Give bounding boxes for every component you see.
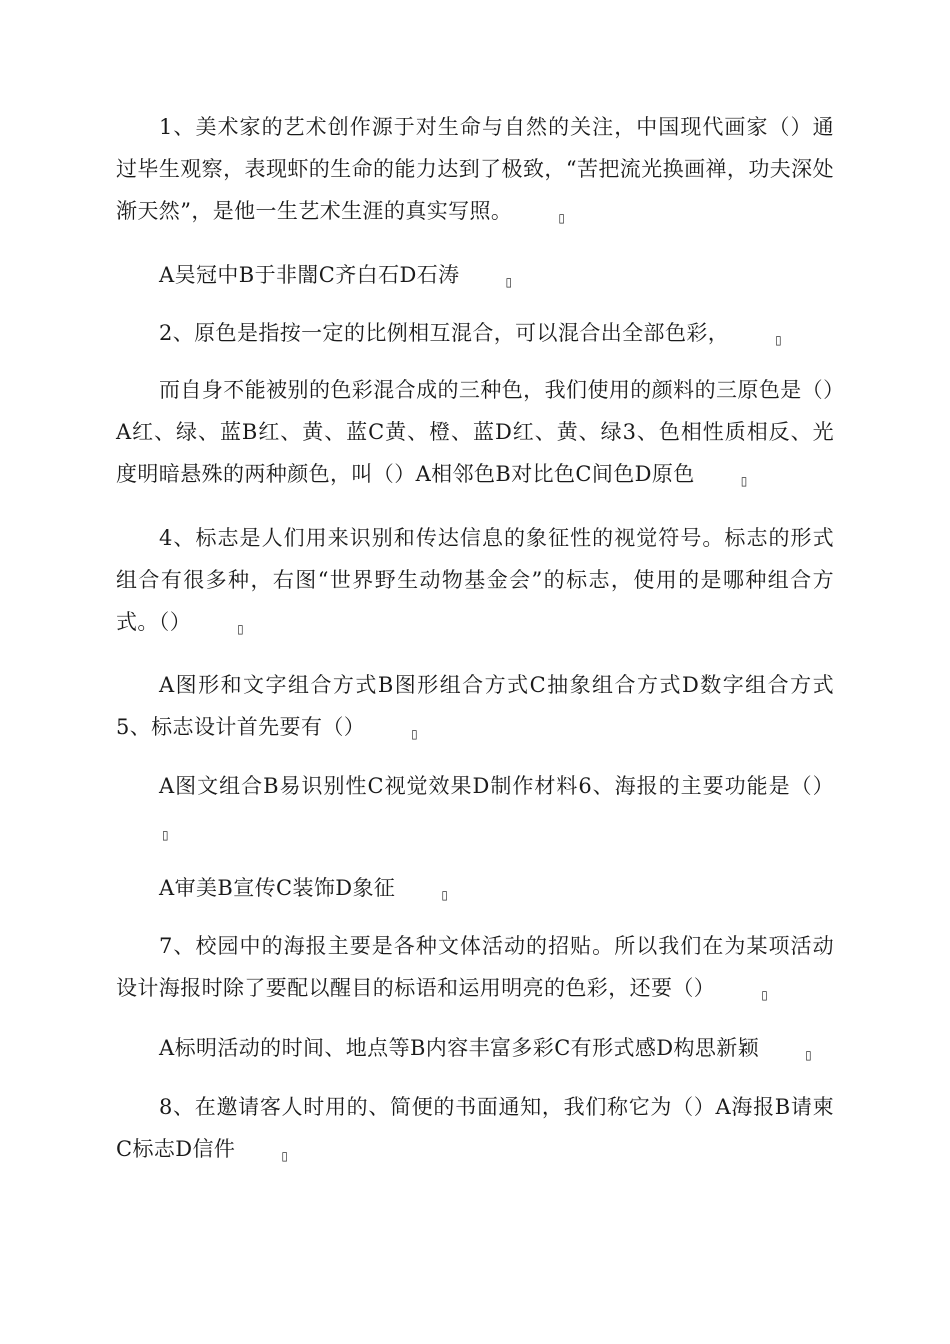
question-2-3-continuation: [116, 369, 834, 495]
question-8-text: 8、在邀请客人时用的、简便的书面通知，我们称它为（）A海报B请柬C标志D信件: [116, 1095, 834, 1161]
placeholder-glyph: ▯: [441, 888, 449, 902]
placeholder-glyph: ▯: [805, 1048, 813, 1062]
question-6-options-text: A审美B宣传C装饰D象征: [159, 876, 396, 900]
placeholder-glyph: ▯: [281, 1149, 289, 1163]
question-1-text: 1、美术家的艺术创作源于对生命与自然的关注，中国现代画家（）通过毕生观察，表现虾的生命的能力达到了极致，“苦把流光换画禅，功夫深处渐天然”，是他一生艺术生涯的真实写照。: [116, 115, 834, 223]
question-7: [116, 925, 834, 1009]
placeholder-glyph: ▯: [505, 275, 513, 289]
question-7-options: [116, 1027, 834, 1069]
question-7-text: 7、校园中的海报主要是各种文体活动的招贴。所以我们在为某项活动设计海报时除了要配以醒目的标语和运用明亮的色彩，还要（）: [116, 934, 834, 1000]
question-8: [116, 1086, 834, 1170]
question-4-5: [116, 664, 834, 748]
question-1-options: [116, 254, 834, 296]
question-4-5-text: A图形和文字组合方式B图形组合方式C抽象组合方式D数字组合方式5、标志设计首先要有（）: [116, 673, 834, 739]
placeholder-glyph: ▯: [162, 828, 170, 842]
question-1: [116, 106, 834, 232]
placeholder-glyph: ▯: [411, 727, 419, 741]
question-1-options-text: A吴冠中B于非闇C齐白石D石涛: [159, 263, 460, 287]
question-2-3-text: 而自身不能被别的色彩混合成的三种色，我们使用的颜料的三原色是（）A红、绿、蓝B红、黄、蓝C黄、橙、蓝D红、黄、绿3、色相性质相反、光度明暗悬殊的两种颜色，叫（）A相邻色B对比色C间色D原色: [116, 378, 834, 486]
question-5-6: [116, 765, 834, 849]
placeholder-glyph: ▯: [761, 988, 769, 1002]
placeholder-glyph: ▯: [775, 333, 783, 347]
question-4: [116, 517, 834, 643]
placeholder-glyph: ▯: [237, 622, 245, 636]
placeholder-glyph: ▯: [558, 211, 566, 225]
question-7-options-text: A标明活动的时间、地点等B内容丰富多彩C有形式感D构思新颖: [159, 1036, 760, 1060]
placeholder-glyph: ▯: [740, 474, 748, 488]
question-5-6-text: A图文组合B易识别性C视觉效果D制作材料6、海报的主要功能是（）: [159, 774, 834, 798]
question-6-options: [116, 867, 834, 909]
question-2: [116, 312, 834, 354]
question-2-text: 2、原色是指按一定的比例相互混合，可以混合出全部色彩，: [159, 321, 730, 345]
question-4-text: 4、标志是人们用来识别和传达信息的象征性的视觉符号。标志的形式组合有很多种，右图“世界野生动物基金会”的标志，使用的是哪种组合方式。（）: [116, 526, 834, 634]
